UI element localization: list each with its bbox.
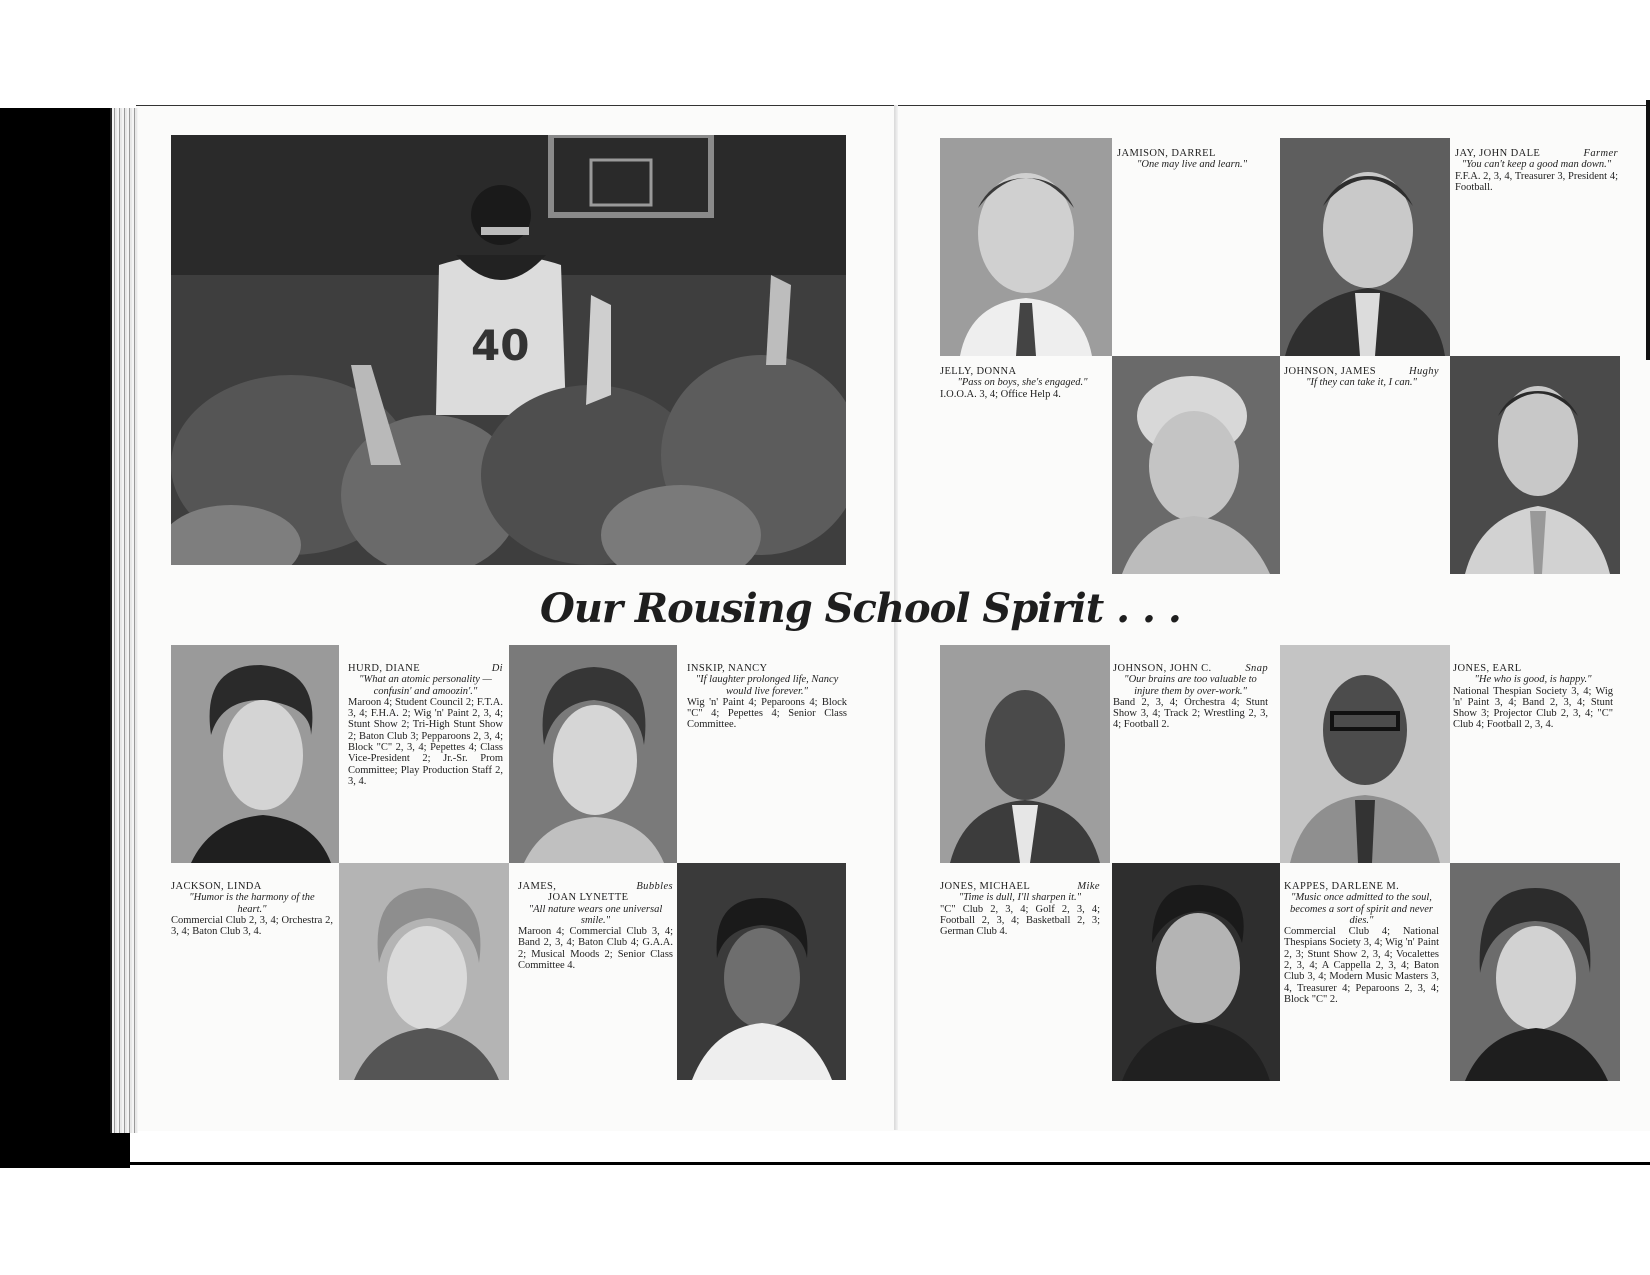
student-quote: "Humor is the harmony of the heart." <box>189 892 315 915</box>
student-name: JONES, MICHAEL <box>940 881 1031 892</box>
student-name: JACKSON, LINDA <box>171 881 262 892</box>
student-quote: "If they can take it, I can." <box>1306 377 1417 389</box>
student-quote: "He who is good, is happy." <box>1474 674 1592 686</box>
student-quote: "Time is dull, I'll sharpen it." <box>958 892 1082 904</box>
entry-jones-michael <box>940 881 1100 937</box>
student-quote: "Pass on boys, she's engaged." <box>957 377 1088 389</box>
entry-jamison <box>1117 148 1267 171</box>
student-name: JOHNSON, JOHN C. <box>1113 663 1212 674</box>
portrait-photo-jones-earl <box>1280 645 1450 863</box>
page-headline: Our Rousing School Spirit . . . <box>540 585 1181 632</box>
student-quote: "Our brains are too valuable to injure them by over-work." <box>1124 674 1257 697</box>
student-activities: Wig 'n' Paint 4; Peparoons 4; Block "C" 4; Pepettes 4; Senior Class Committee. <box>687 696 847 731</box>
portrait-photo-johnson-james <box>1450 356 1620 574</box>
portrait-photo-jamison <box>940 138 1112 356</box>
student-activities: Commercial Club 4; National Thespians Society 3, 4; Wig 'n' Paint 2, 3; Stunt Show 2, 3, 4; Vocalettes 2, 3, 4; A Cappella 2, 3, 4; Baton Club 3, 4; Modern Music Masters 3, 4, Treasurer 4; Peparoons 2, 3, 4; Block "C" 2. <box>1284 926 1439 1005</box>
jersey-number: 40 <box>471 321 530 370</box>
student-name: JONES, EARL <box>1453 663 1522 674</box>
student-name: JELLY, DONNA <box>940 366 1017 377</box>
entry-hurd <box>348 663 503 787</box>
scan-bottom-edge <box>0 1162 1650 1165</box>
student-name: INSKIP, NANCY <box>687 663 768 674</box>
page-edges <box>110 108 138 1133</box>
student-name: JAMISON, DARREL <box>1117 148 1216 159</box>
student-name: HURD, DIANE <box>348 663 421 674</box>
student-activities: F.F.A. 2, 3, 4, Treasurer 3, President 4; Football. <box>1455 170 1618 193</box>
student-activities: Maroon 4; Student Council 2; F.T.A. 3, 4; F.H.A. 2; Wig 'n' Paint 2, 3, 4; Stunt Show 2; Tri-High Stunt Show 2; Baton Club 3; Pepparoons 2, 3, 4; Block "C" 2, 3, 4; Pepettes 4; Class Vice-President 2; Jr.-Sr. Prom Committee; Play Production Staff 2, 3, 4. <box>348 696 503 787</box>
student-nickname: Bubbles <box>636 881 673 892</box>
student-name-line2: JOAN LYNETTE <box>548 892 629 904</box>
entry-james <box>518 881 673 971</box>
student-nickname: Di <box>491 663 503 674</box>
portrait-photo-hurd <box>171 645 339 863</box>
student-quote: "One may live and learn." <box>1137 159 1247 171</box>
student-name: JAY, JOHN DALE <box>1455 148 1541 159</box>
student-nickname: Hughy <box>1409 366 1439 377</box>
scan-right-edge <box>1646 100 1650 360</box>
student-nickname: Mike <box>1077 881 1100 892</box>
portrait-photo-kappes <box>1450 863 1620 1081</box>
student-nickname: Farmer <box>1583 148 1618 159</box>
entry-inskip <box>687 663 847 731</box>
student-activities: Band 2, 3, 4; Orchestra 4; Stunt Show 3, 4; Track 2; Wrestling 2, 3, 4; Football 2. <box>1113 696 1268 731</box>
student-quote: "Music once admitted to the soul, becomes a sort of spirit and never dies." <box>1290 892 1433 926</box>
portrait-photo-jones-michael <box>1112 863 1280 1081</box>
student-quote: "You can't keep a good man down." <box>1461 159 1612 171</box>
portrait-photo-jelly <box>1112 356 1280 574</box>
student-name: KAPPES, DARLENE M. <box>1284 881 1400 892</box>
student-activities: National Thespian Society 3, 4; Wig 'n' Paint 3, 4; Band 2, 3, 4; Stunt Show 3; Projector Club 2, 3, 4; "C" Club 4; Football 2, 3, 4. <box>1453 685 1613 731</box>
student-name: JOHNSON, JAMES <box>1284 366 1376 377</box>
entry-jones-earl <box>1453 663 1613 731</box>
student-quote: "What an atomic personality —confusin' and amoozin'." <box>359 674 492 697</box>
student-activities: Commercial Club 2, 3, 4; Orchestra 2, 3, 4; Baton Club 3, 4. <box>171 914 333 938</box>
student-activities: Maroon 4; Commercial Club 3, 4; Band 2, 3, 4; Baton Club 4; G.A.A. 2; Musical Moods 2; Senior Class Committee 4. <box>518 926 673 972</box>
entry-jackson <box>171 881 333 937</box>
entry-jay <box>1455 148 1618 193</box>
entry-johnson-james <box>1284 366 1439 389</box>
student-nickname: Snap <box>1245 663 1268 674</box>
portrait-photo-johnson-john <box>940 645 1110 863</box>
portrait-photo-inskip <box>509 645 677 863</box>
entry-kappes <box>1284 881 1439 1005</box>
portrait-photo-james <box>677 863 846 1080</box>
student-activities: I.O.O.A. 3, 4; Office Help 4. <box>940 388 1061 400</box>
basketball-crowd-photo <box>171 135 846 565</box>
entry-johnson-john <box>1113 663 1268 731</box>
student-quote: "All nature wears one universal smile." <box>528 903 663 926</box>
student-activities: "C" Club 2, 3, 4; Golf 2, 3, 4; Football 2, 3, 4; Basketball 2, 3; German Club 4. <box>940 903 1100 938</box>
portrait-photo-jay <box>1280 138 1450 356</box>
entry-jelly <box>940 366 1105 400</box>
portrait-photo-jackson <box>339 863 509 1080</box>
student-name: JAMES, <box>518 881 557 892</box>
student-quote: "If laughter prolonged life, Nancy would live forever." <box>695 674 839 697</box>
